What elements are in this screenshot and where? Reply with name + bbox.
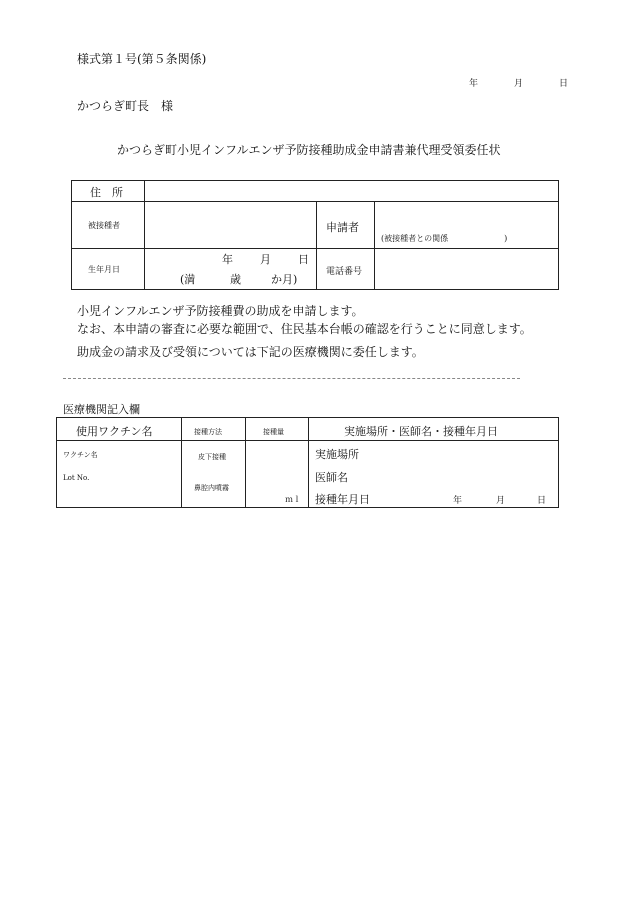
- relation-text: (被接種者との関係 ): [381, 234, 508, 243]
- vaccinee-label: 被接種者: [88, 221, 120, 230]
- vaccination-year-label: 年: [453, 496, 463, 506]
- age-months-label: か月): [271, 273, 298, 286]
- doctor-label: 医師名: [315, 471, 348, 484]
- lot-number-label: Lot No.: [63, 474, 90, 482]
- vaccine-name-label: ワクチン名: [63, 451, 98, 459]
- col-method: 接種方法: [194, 428, 222, 436]
- birth-day-label: 日: [298, 253, 309, 266]
- applicant-name-field[interactable]: [378, 204, 556, 230]
- date-day-label: 日: [559, 79, 569, 89]
- phone-label: 電話番号: [326, 267, 363, 277]
- address-label: 住 所: [90, 186, 123, 199]
- vaccinee-name-field[interactable]: [148, 204, 312, 244]
- col-vaccine-name: 使用ワクチン名: [76, 425, 153, 438]
- statement-3: 助成金の請求及び受領については下記の医療機関に委任します。: [77, 345, 424, 359]
- date-month-label: 月: [514, 79, 524, 89]
- birth-year-label: 年: [222, 253, 233, 266]
- col-dose: 接種量: [263, 428, 284, 436]
- age-open-label: (満: [180, 273, 196, 286]
- vaccination-month-label: 月: [496, 496, 506, 506]
- statement-1: 小児インフルエンザ予防接種費の助成を申請します。: [77, 304, 364, 318]
- site-label: 実施場所: [315, 448, 359, 461]
- birth-month-label: 月: [260, 253, 271, 266]
- medical-section-heading: 医療機関記入欄: [63, 403, 140, 416]
- vaccination-day-label: 日: [537, 496, 547, 506]
- vaccination-date-label: 接種年月日: [315, 493, 370, 506]
- cut-line-divider: [63, 378, 520, 379]
- col-site-doctor-date: 実施場所・医師名・接種年月日: [344, 425, 498, 438]
- phone-field[interactable]: [378, 251, 556, 287]
- method-nasal-spray: 鼻腔内噴霧: [194, 484, 229, 492]
- age-years-label: 歳: [230, 273, 241, 286]
- birthdate-label: 生年月日: [88, 265, 120, 274]
- addressee: かつらぎ町長 様: [77, 99, 174, 113]
- address-field[interactable]: [150, 183, 550, 199]
- document-title: かつらぎ町小児インフルエンザ予防接種助成金申請書兼代理受領委任状: [117, 143, 501, 157]
- statement-2: なお、本申請の審査に必要な範囲で、住民基本台帳の確認を行うことに同意します。: [77, 322, 532, 336]
- date-year-label: 年: [469, 79, 479, 89]
- dose-unit: ｍｌ: [285, 495, 301, 504]
- method-subcutaneous: 皮下接種: [198, 453, 226, 461]
- form-number: 様式第１号(第５条関係): [77, 52, 207, 66]
- applicant-label: 申請者: [326, 221, 359, 234]
